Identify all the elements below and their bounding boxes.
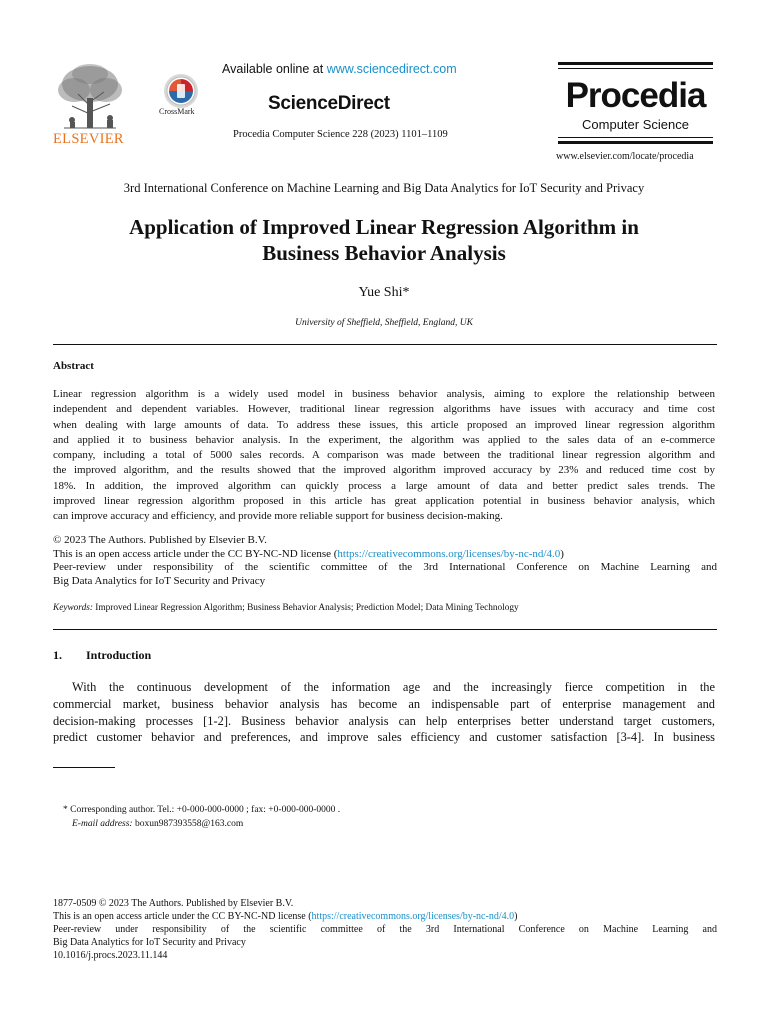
intro-line: decision-making processes [1-2]. Business behavior analysis can help enterprises better understand target customers, [53,713,715,728]
conference-name: 3rd International Conference on Machine Learning and Big Data Analytics for IoT Security and Privacy [123,181,645,195]
email-address[interactable]: boxun987393558@163.com [132,819,244,829]
abstract-line: improved linear regression algorithm proposed in this article has great application potential in business behavior analysis, which [53,495,715,508]
peer-review-line: Big Data Analytics for IoT Security and Privacy [53,574,266,587]
copyright-line: © 2023 The Authors. Published by Elsevier B.V. [53,534,267,546]
abstract-line: and applied it to business behavior analysis. In the experiment, the algorithm was applied to the sales data of an e-commerce [53,433,715,446]
intro-line: commercial market, business behavior analysis has become an indispensable part of enterprise management and [53,696,715,711]
email-note [72,819,243,829]
elsevier-wordmark: ELSEVIER [53,131,124,147]
bottom-oa-line [53,910,717,923]
doi-line[interactable]: 10.1016/j.procs.2023.11.144 [53,950,168,961]
sciencedirect-link[interactable]: www.sciencedirect.com [326,62,457,76]
oa-suffix: ) [560,547,564,560]
footnote-rule [53,767,115,768]
divider-top [53,344,717,345]
bottom-peer-line: Big Data Analytics for IoT Security and Privacy [53,937,246,948]
abstract-body [53,387,715,525]
abstract-line: can improve accuracy and efficiency, and provide more reliable support for business decision-making. [53,510,503,523]
introduction-body [53,679,715,746]
email-label: E-mail address: [72,819,133,829]
bottom-publication-info [53,897,717,962]
procedia-logo [558,62,713,144]
bottom-peer-line: Peer-review under responsibility of the scientific committee of the 3rd International Conference on Machine Learning and [53,924,717,935]
abstract-line: Linear regression algorithm is a widely used model in business behavior analysis, aiming to explore the relationship between [53,388,715,400]
abstract-line: 18%. In addition, the improved algorithm can quickly process a large amount of data and better predict sales trends. The [53,479,715,492]
abstract-line: company, including a total of 5000 sales records. A comparison was made between the traditional linear regression algorithm and [53,449,715,462]
keywords-text: Improved Linear Regression Algorithm; Business Behavior Analysis; Prediction Model; Data Mining Technology [92,603,519,613]
procedia-subtitle: Computer Science [582,117,689,132]
author-affiliation: University of Sheffield, Sheffield, England, UK [295,318,473,328]
journal-homepage-link[interactable]: www.elsevier.com/locate/procedia [556,151,694,162]
keywords-label: Keywords: [53,603,93,613]
paper-title [0,214,768,266]
bottom-oa-suffix: ) [514,911,518,922]
corresponding-author-note: * Corresponding author. Tel.: +0-000-000-0000 ; fax: +0-000-000-0000 . [63,805,341,815]
license-link[interactable]: https://creativecommons.org/licenses/by-nc-nd/4.0 [337,547,561,560]
section-number: 1. [53,648,62,662]
available-prefix: Available online at [222,62,327,76]
abstract-line: the improved algorithm, and the results showed that the improved algorithm improved accuracy by 23% and reduced time cost by [53,464,715,477]
sciencedirect-wordmark: ScienceDirect [268,93,390,114]
open-access-line [53,548,717,562]
abstract-heading: Abstract [53,360,94,372]
journal-reference: Procedia Computer Science 228 (2023) 1101–1109 [233,129,448,140]
section-title: Introduction [86,648,152,662]
section-heading-introduction [53,648,151,663]
intro-line: With the continuous development of the information age and the increasingly fierce competition in the [72,680,715,694]
abstract-line: when dealing with large amounts of data. To address these issues, this article proposed an improved linear regression algorithm [53,418,715,431]
peer-review-line: Peer-review under responsibility of the scientific committee of the 3rd International Conference on Machine Learning and [53,561,717,574]
abstract-line: independent and dependent variables. However, traditional linear regression algorithms have issues with accuracy and time cost [53,403,715,416]
bottom-oa-prefix: This is an open access article under the CC BY-NC-ND license ( [53,911,312,922]
crossmark-label: CrossMark [159,107,195,116]
divider-bottom [53,629,717,630]
oa-prefix: This is an open access article under the CC BY-NC-ND license ( [53,547,338,560]
bottom-license-link[interactable]: https://creativecommons.org/licenses/by-nc-nd/4.0 [311,911,515,922]
title-line-1: Application of Improved Linear Regression Algorithm in [129,215,639,239]
title-line-2: Business Behavior Analysis [262,241,506,265]
issn-line: 1877-0509 © 2023 The Authors. Published by Elsevier B.V. [53,898,294,909]
keywords-line [53,603,519,613]
intro-line: predict customer behavior and preferences, and improve sales efficiency and customer satisfaction [3-4]. In business [53,730,715,745]
available-online-line [222,62,457,76]
procedia-wordmark: Procedia [565,76,706,115]
author-name: Yue Shi* [358,285,410,300]
license-block [53,534,717,588]
